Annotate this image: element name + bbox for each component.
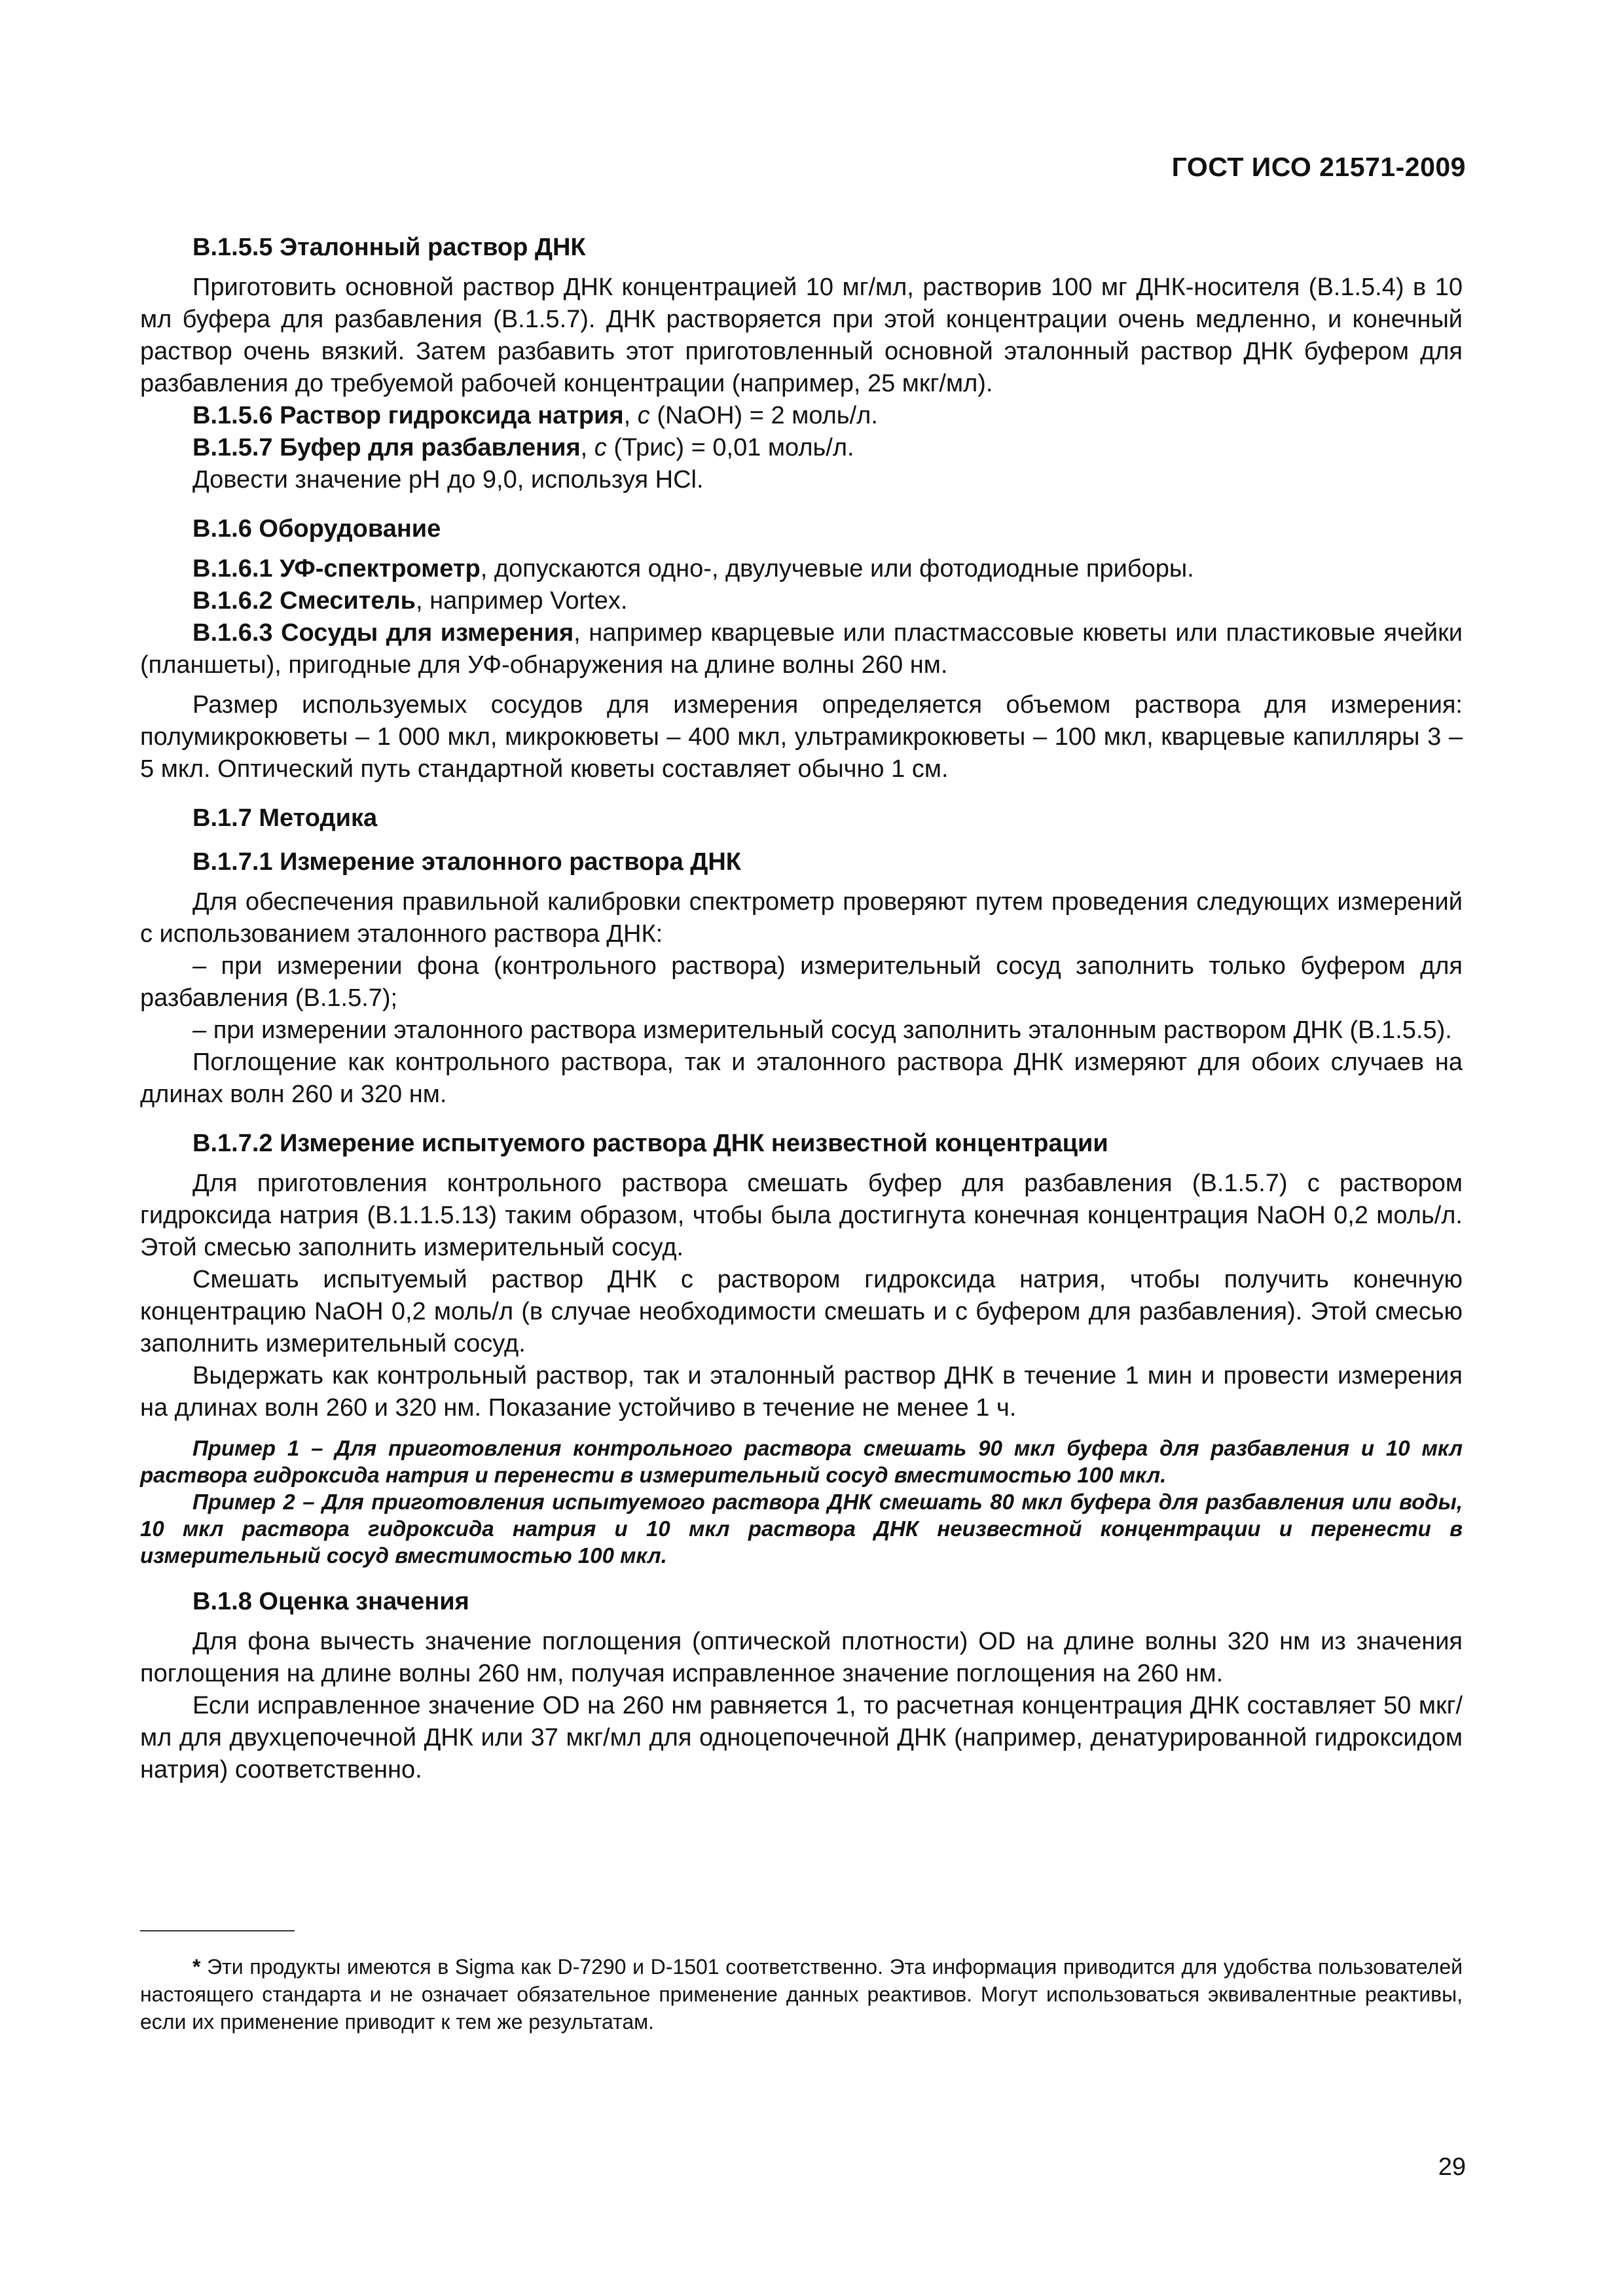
clause-label: В.1.6.2 Смеситель — [192, 587, 416, 615]
paragraph: Для обеспечения правильной калибровки спектрометр проверяют путем проведения следующих измерений с использованием эталонного раствора ДНК: — [140, 888, 1463, 948]
paragraph: В.1.5.7 Буфер для разбавления, с (Трис) = 0,01 моль/л. — [192, 434, 854, 461]
clause-text: , например Vortex. — [416, 587, 628, 615]
paragraph — [140, 617, 1463, 681]
paragraph: Выдержать как контрольный раствор, так и эталонный раствор ДНК в течение 1 мин и провести измерения на длинах волн 260 и 320 нм. Показание устойчиво в течение не менее 1 ч. — [140, 1362, 1463, 1422]
section-heading: В.1.8 Оценка значения — [192, 1588, 469, 1615]
paragraph: Поглощение как контрольного раствора, так и эталонного раствора ДНК измеряют для обоих случаев на длинах волн 260 и 320 нм. — [140, 1049, 1463, 1108]
paragraph: Довести значение pH до 9,0, используя HCl. — [192, 466, 704, 493]
paragraph: Смешать испытуемый раствор ДНК с раствором гидроксида натрия, чтобы получить конечную концентрацию NaOH 0,2 моль/л (в случае необходимости смешать и с буфером для разбавления). Этой смесью заполнить измерительный сосуд. — [140, 1266, 1463, 1357]
example-note: Пример 2 – Для приготовления испытуемого раствора ДНК смешать 80 мкл буфера для разбавления или воды, 10 мкл раствора гидроксида натрия и 10 мкл раствора ДНК неизвестной концентрации и перенести в измерительный сосуд вместимостью 100 мкл. — [140, 1490, 1463, 1568]
footnote-mark: * — [192, 1955, 201, 1979]
clause-label: В.1.6.1 УФ-спектрометр — [192, 555, 481, 583]
clause-text: , допускаются одно-, двулучевые или фотодиодные приборы. — [480, 555, 1194, 583]
subsection-heading: В.1.7.1 Измерение эталонного раствора ДНК — [192, 848, 741, 876]
symbol: с — [594, 434, 607, 461]
clause-label: В.1.6.3 Сосуды для измерения — [192, 619, 574, 647]
clause-text: , например кварцевые или пластмассовые кюветы или пластиковые ячейки (планшеты), пригодные для УФ-обнаружения на длине волны 260 нм. — [140, 619, 1463, 679]
footnote-body: Эти продукты имеются в Sigma как D-7290 и D-1501 соответственно. Эта информация приводится для удобства пользователей настоящего стандарта и не означает обязательное применение данных реактивов. Могут использоваться эквивалентные реактивы, если их применение приводит к тем же результатам. — [140, 1955, 1463, 2034]
paragraph: Размер используемых сосудов для измерения определяется объемом раствора для измерения: полумикрокюветы – 1 000 мкл, микрокюветы – 400 мкл, ультрамикрокюветы – 100 мкл, кварцевые капилляры 3 – 5 мкл. Оптический путь стандартной кюветы составляет обычно 1 см. — [140, 691, 1463, 783]
paragraph: Для фона вычесть значение поглощения (оптической плотности) OD на длине волны 320 нм из значения поглощения на длине волны 260 нм, получая исправленное значение поглощения на 260 нм. — [140, 1628, 1463, 1687]
footnote — [140, 1953, 1463, 2036]
subsection-heading: В.1.7.2 Измерение испытуемого раствора ДНК неизвестной концентрации — [192, 1130, 1108, 1157]
clause-label: В.1.5.7 Буфер для разбавления — [192, 434, 581, 461]
section-heading: В.1.6 Оборудование — [192, 515, 441, 543]
clause-text: (Трис) = 0,01 моль/л. — [606, 434, 854, 461]
paragraph: Если исправленное значение OD на 260 нм равняется 1, то расчетная концентрация ДНК составляет 50 мкг/мл для двухцепочечной ДНК или 37 мкг/мл для одноцепочечной ДНК (например, денатурированной гидроксидом натрия) соответственно. — [140, 1692, 1463, 1784]
example-note: Пример 1 – Для приготовления контрольного раствора смешать 90 мкл буфера для разбавления и 10 мкл раствора гидроксида натрия и перенести в измерительный сосуд вместимостью 100 мкл. — [140, 1436, 1463, 1487]
paragraph: Приготовить основной раствор ДНК концентрацией 10 мг/мл, растворив 100 мг ДНК-носителя (В.1.5.4) в 10 мл буфера для разбавления (В.1.5.7). ДНК растворяется при этой концентрации очень медленно, и конечный раствор очень вязкий. Затем разбавить этот приготовленный основной эталонный раствор ДНК буфером для разбавления до требуемой рабочей концентрации (например, 25 мкг/мл). — [140, 274, 1463, 397]
clause-label: В.1.5.6 Раствор гидроксида натрия — [192, 402, 624, 429]
document-header: ГОСТ ИСО 21571-2009 — [1171, 152, 1466, 182]
paragraph: В.1.5.6 Раствор гидроксида натрия, с (NaOH) = 2 моль/л. — [192, 402, 878, 429]
paragraph: Для приготовления контрольного раствора смешать буфер для разбавления (В.1.5.7) с раствором гидроксида натрия (В.1.1.5.13) таким образом, чтобы была достигнута конечная концентрация NaOH 0,2 моль/л. Этой смесью заполнить измерительный сосуд. — [140, 1170, 1463, 1261]
paragraph: – при измерении эталонного раствора измерительный сосуд заполнить эталонным раствором ДНК (В.1.5.5). — [192, 1016, 1452, 1044]
clause-text: (NaOH) = 2 моль/л. — [649, 402, 878, 429]
footnote-separator — [140, 1930, 295, 1931]
paragraph — [140, 553, 1463, 585]
page-body — [140, 232, 1463, 1786]
paragraph: – при измерении фона (контрольного раствора) измерительный сосуд заполнить только буфером для разбавления (В.1.5.7); — [140, 952, 1463, 1012]
footnote-text — [140, 1953, 1463, 2036]
section-heading: В.1.5.5 Эталонный раствор ДНК — [192, 234, 586, 261]
symbol: с — [637, 402, 650, 429]
page-number: 29 — [1438, 2153, 1466, 2181]
paragraph — [140, 585, 1463, 617]
section-heading: В.1.7 Методика — [192, 804, 378, 832]
